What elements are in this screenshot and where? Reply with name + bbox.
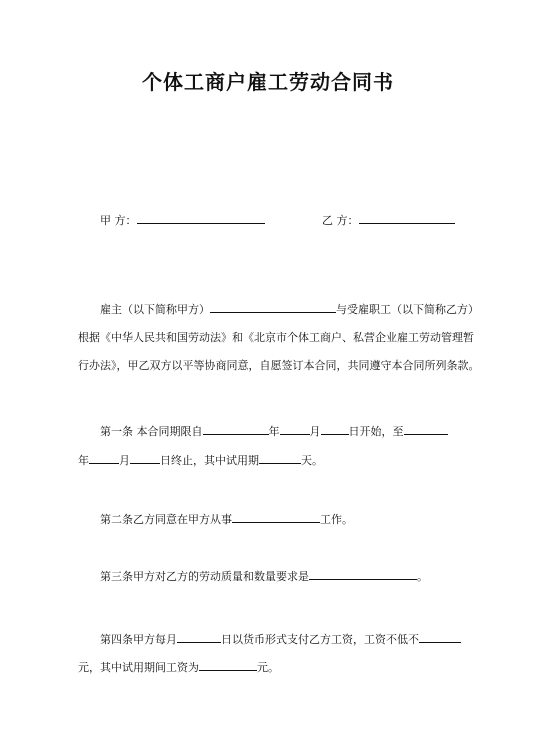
party-a-line	[100, 212, 265, 228]
article4-middle: 日以货币形式支付乙方工资，工资不低不	[221, 633, 419, 646]
minimum-wage-blank[interactable]	[419, 631, 461, 643]
start-month-blank[interactable]	[280, 423, 310, 435]
article3-line	[100, 568, 428, 584]
party-b-line	[322, 212, 455, 228]
month-label-2: 月	[119, 454, 130, 467]
intro-line-1	[100, 301, 479, 317]
party-b-blank[interactable]	[359, 212, 455, 224]
article4-line2-suffix: 元。	[257, 661, 279, 674]
article4-line-1	[100, 631, 461, 647]
day-label-2: 日终止，其中试用期	[160, 454, 259, 467]
pay-day-blank[interactable]	[177, 631, 221, 643]
party-a-blank[interactable]	[137, 212, 265, 224]
article1-line-1	[100, 423, 448, 439]
article4-prefix: 第四条甲方每月	[100, 633, 177, 646]
article3-prefix: 第三条甲方对乙方的劳动质量和数量要求是	[100, 570, 309, 583]
intro-line-3: 行办法》，甲乙双方以平等协商同意，自愿签订本合同，共同遵守本合同所列条款。	[78, 359, 480, 372]
party-a-label: 甲 方：	[100, 214, 137, 227]
month-label-1: 月	[309, 425, 321, 438]
employer-name-blank[interactable]	[210, 301, 336, 313]
article2-prefix: 第二条乙方同意在甲方从事	[100, 513, 232, 526]
end-month-blank[interactable]	[89, 452, 119, 464]
article1-line-2	[78, 452, 323, 468]
employee-suffix: 与受雇职工（以下简称乙方）	[336, 303, 479, 316]
start-year-blank[interactable]	[203, 423, 269, 435]
party-b-label: 乙 方：	[322, 214, 359, 227]
article2-line	[100, 511, 353, 527]
article3-suffix: 。	[417, 570, 428, 583]
start-day-blank[interactable]	[321, 423, 349, 435]
end-day-blank[interactable]	[130, 452, 160, 464]
day-label-1: 日开始，至	[348, 425, 404, 438]
article4-line-2	[78, 659, 279, 675]
employer-prefix: 雇主（以下简称甲方）	[100, 303, 210, 316]
probation-days-blank[interactable]	[259, 452, 301, 464]
end-year-blank-1[interactable]	[404, 423, 448, 435]
year-label-1: 年	[268, 425, 280, 438]
article4-line2-prefix: 元，其中试用期间工资为	[78, 661, 199, 674]
days-unit: 天。	[301, 454, 323, 467]
job-duty-blank[interactable]	[232, 511, 320, 523]
quality-requirement-blank[interactable]	[309, 568, 417, 580]
article1-prefix: 第一条 本合同期限自	[100, 425, 203, 438]
year-label-2: 年	[78, 454, 89, 467]
article2-suffix: 工作。	[320, 513, 353, 526]
intro-line-2: 根据《中华人民共和国劳动法》和《北京市个体工商户、私营企业雇工劳动管理暂	[78, 331, 474, 344]
document-title: 个体工商户雇工劳动合同书	[142, 70, 394, 94]
probation-wage-blank[interactable]	[199, 659, 257, 671]
